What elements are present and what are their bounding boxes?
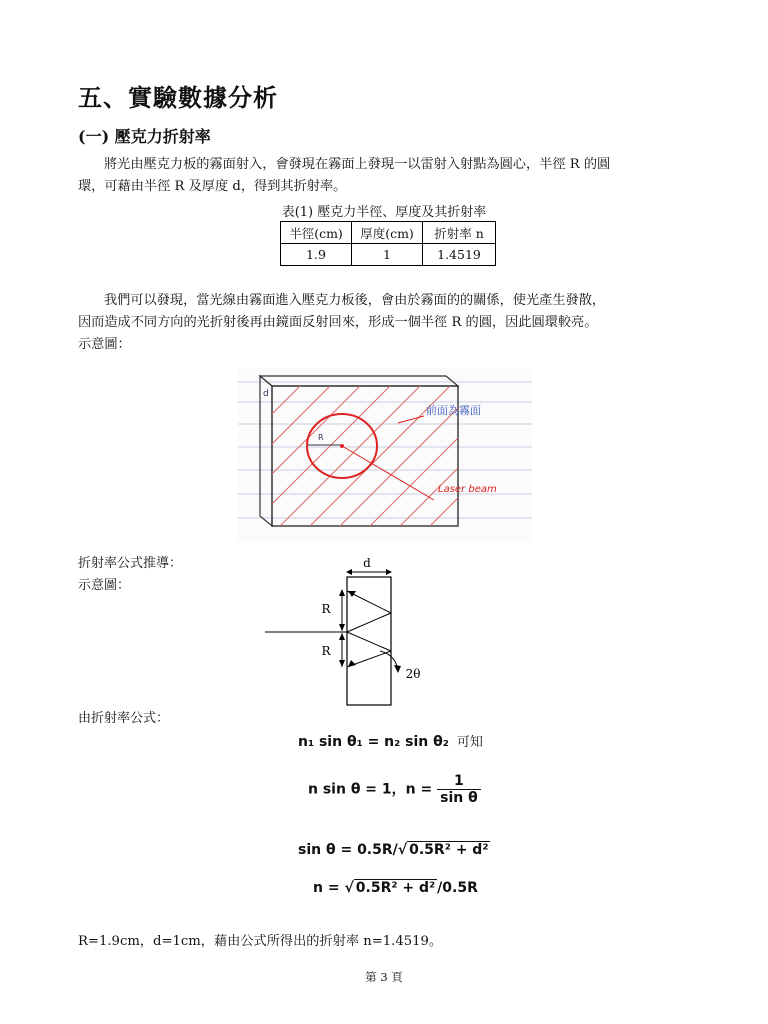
header-radius: 半徑(cm) (281, 222, 352, 244)
equation-sin-left: sin θ = 0.5R/√ (298, 842, 408, 858)
derivation-heading (78, 553, 182, 597)
header-thickness: 厚度(cm) (352, 222, 423, 244)
table-row (281, 244, 496, 266)
fraction-denominator: sin θ (440, 790, 478, 806)
intro-line-1: 將光由壓克力板的霧面射入，會發現在霧面上發現一以雷射入射點為圓心，半徑 R 的圓 (104, 157, 611, 172)
page-number: 第 3 頁 (365, 970, 403, 984)
sketch-laser-label: Laser beam (438, 484, 497, 495)
equation-n-left: n sin θ = 1，n = (308, 781, 433, 798)
ring-sketch-figure (238, 368, 532, 542)
derivation-title: 折射率公式推導： (78, 556, 183, 571)
diagram-r-top: R (321, 602, 331, 616)
equation-sin (298, 842, 490, 858)
equation-n-final (313, 880, 478, 896)
derivation-subtitle: 示意圖： (78, 578, 131, 593)
figure-label: 示意圖： (78, 337, 131, 352)
header-index: 折射率 n (423, 222, 496, 244)
explanation-paragraph (78, 290, 718, 356)
diagram-r-bottom: R (321, 644, 331, 658)
cell-thickness: 1 (352, 244, 423, 266)
sketch-front-annotation: 前面為霧面 (426, 404, 481, 417)
formula-intro: 由折射率公式： (78, 711, 170, 726)
section-title: 五、實驗數據分析 (78, 83, 278, 112)
explanation-line-1: 我們可以發現，當光線由霧面進入壓克力板後，會由於霧面的的關係，使光產生發散， (104, 293, 606, 308)
sketch-d-label: d (263, 389, 269, 399)
equation-n-final-radicand: 0.5R² + d² (355, 880, 436, 896)
subsection-title: (一) 壓克力折射率 (78, 127, 211, 146)
derivation-diagram (260, 555, 440, 707)
table-caption: 表(1) 壓克力半徑、厚度及其折射率 (281, 205, 487, 220)
cell-radius: 1.9 (281, 244, 352, 266)
conclusion: R=1.9cm，d=1cm，藉由公式所得出的折射率 n=1.4519。 (78, 934, 443, 949)
intro-line-2: 環，可藉由半徑 R 及厚度 d，得到其折射率。 (78, 179, 347, 194)
cell-index: 1.4519 (423, 244, 496, 266)
equation-snell-text: n₁ sin θ₁ = n₂ sin θ₂ (298, 734, 449, 750)
equation-n-final-left: n = √ (313, 880, 354, 896)
equation-n-fraction (437, 773, 481, 806)
explanation-line-2: 因而造成不同方向的光折射後再由鏡面反射回來，形成一個半徑 R 的圓，因此圓環較亮。 (78, 315, 598, 330)
equation-snell (298, 731, 483, 750)
data-table (280, 221, 496, 266)
equation-n (308, 773, 481, 806)
equation-sin-radicand: 0.5R² + d² (409, 842, 489, 858)
sketch-r-label: R (318, 433, 324, 442)
table-header-row (281, 222, 496, 244)
equation-n-final-right: /0.5R (437, 880, 478, 896)
fraction-numerator: 1 (437, 773, 481, 790)
diagram-angle-label: 2θ (405, 667, 421, 681)
intro-paragraph (78, 154, 708, 198)
diagram-d-label: d (363, 556, 371, 570)
equation-snell-suffix: 可知 (456, 735, 483, 750)
